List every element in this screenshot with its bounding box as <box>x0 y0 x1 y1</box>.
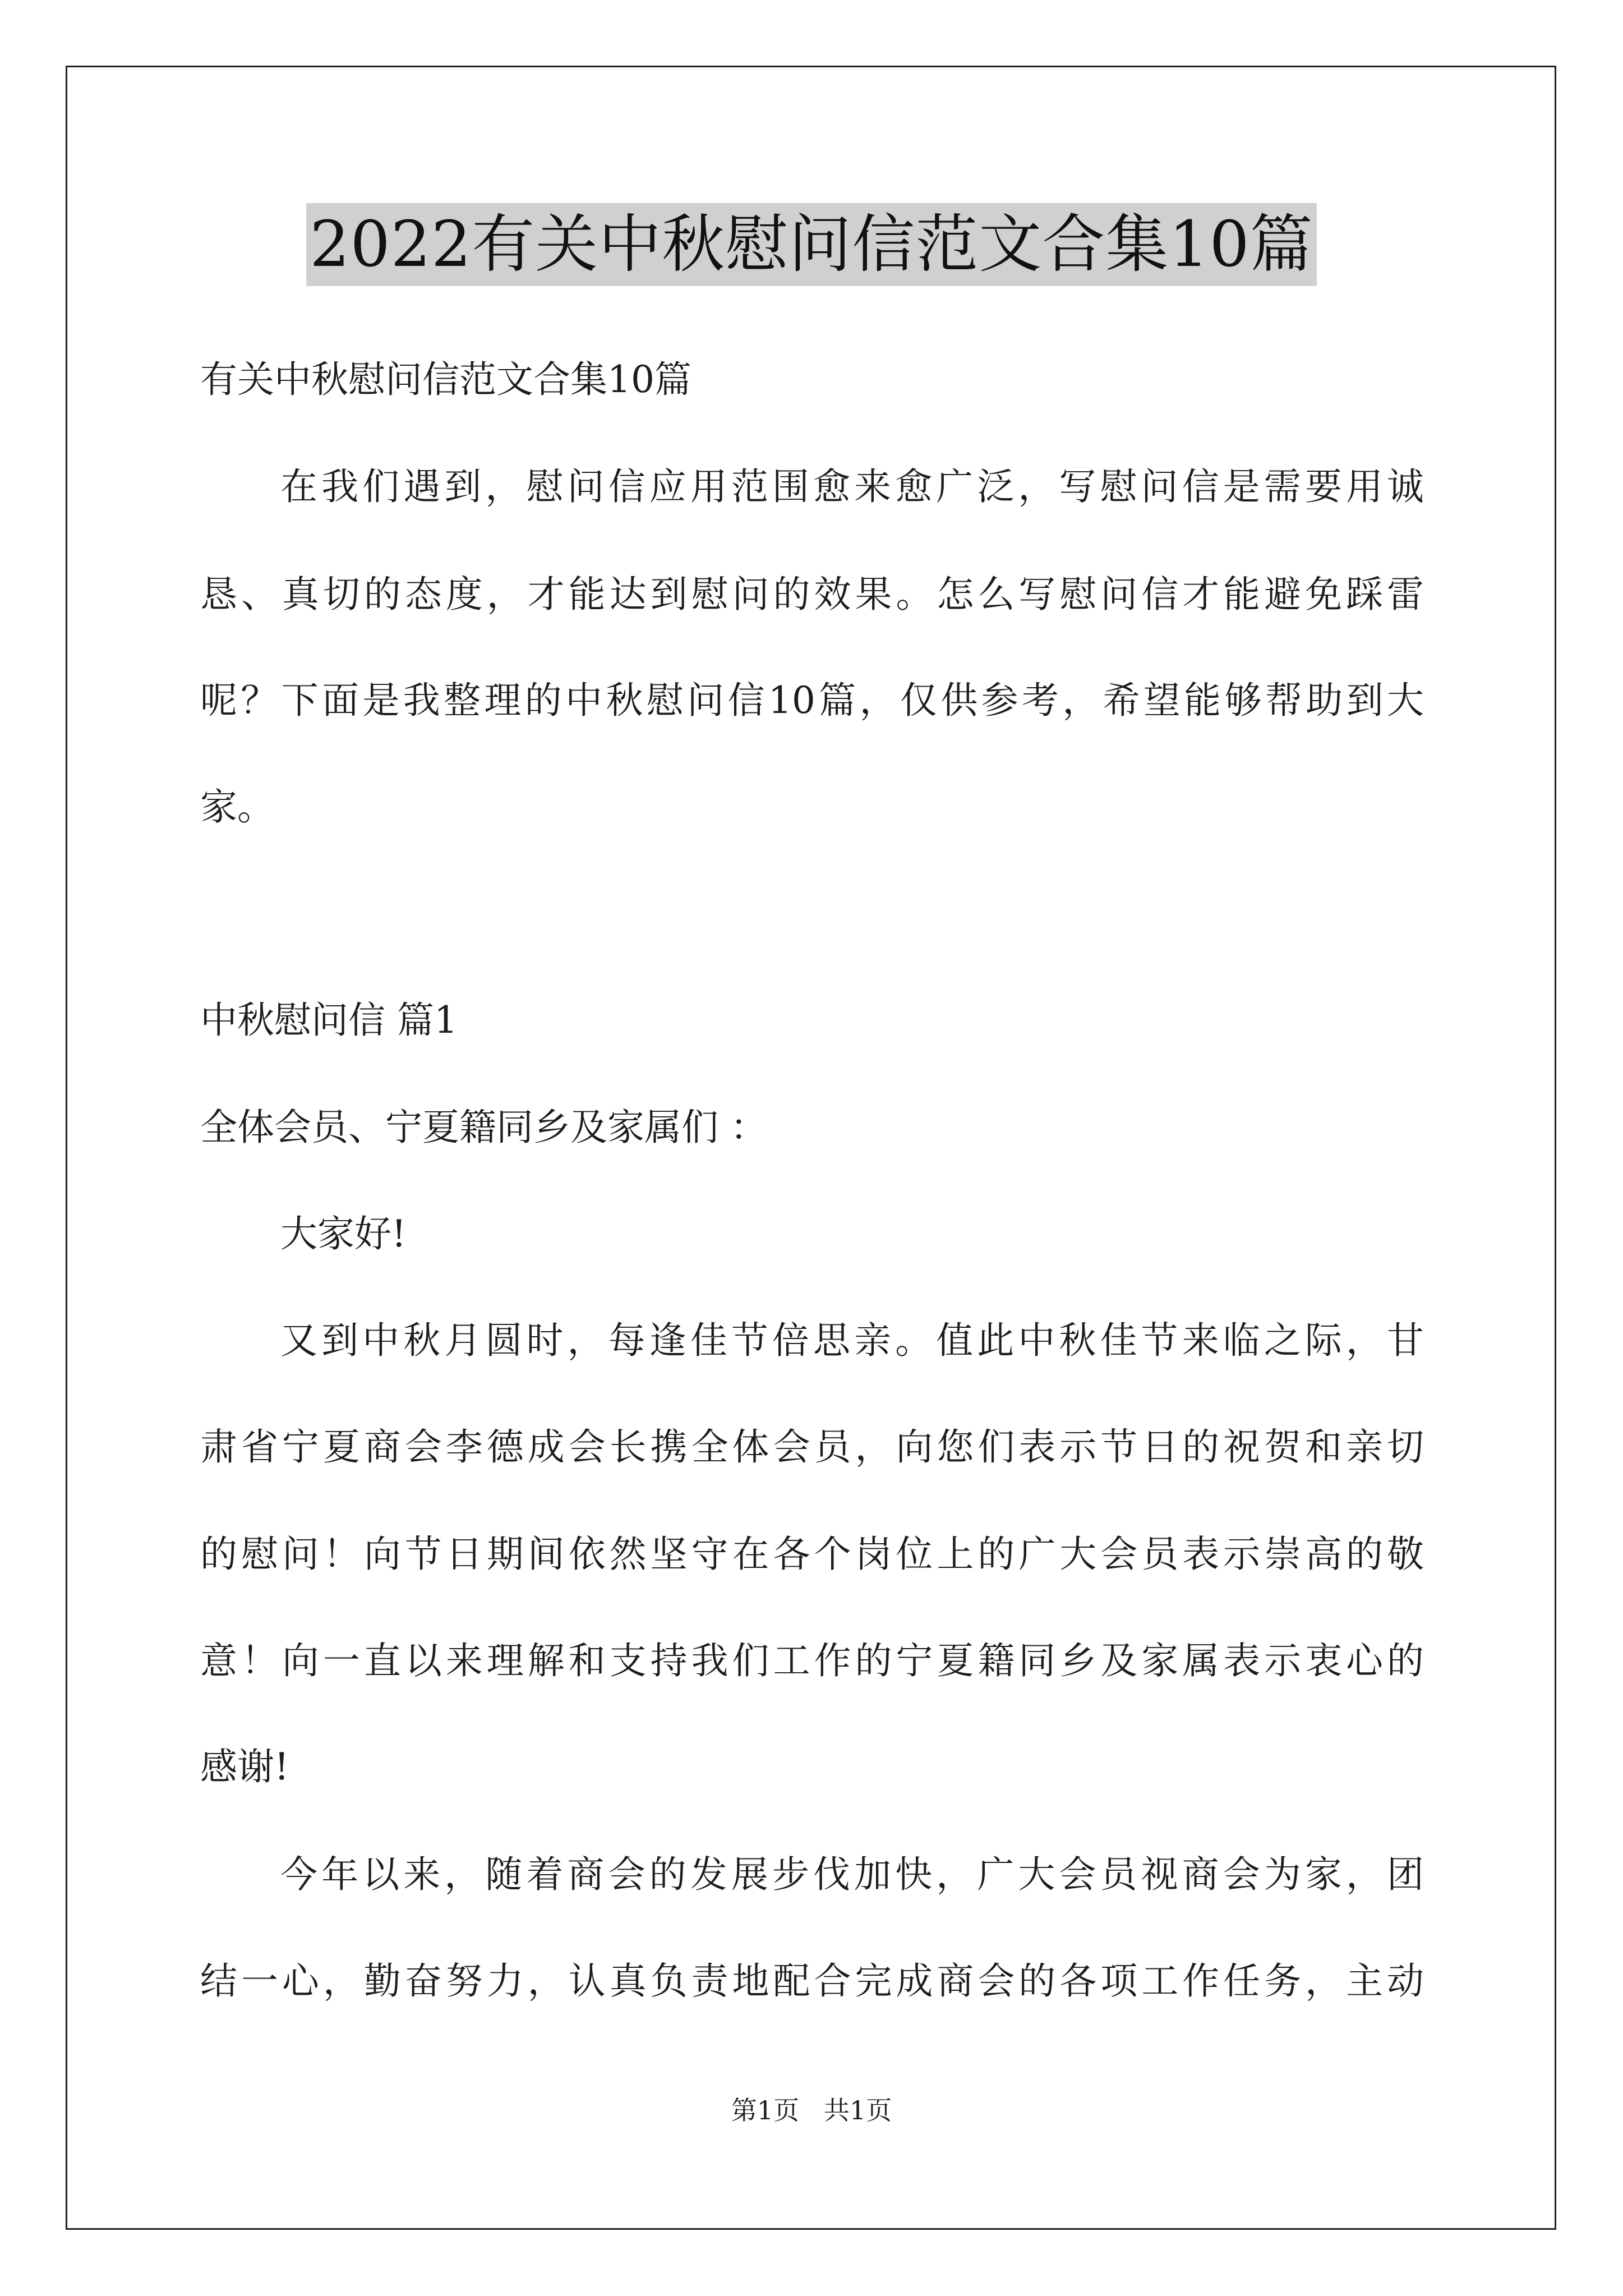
title-container <box>0 203 1623 286</box>
document-title: 2022有关中秋慰问信范文合集10篇 <box>306 203 1317 286</box>
document-subtitle: 有关中秋慰问信范文合集10篇 <box>200 358 691 401</box>
para2-line-2: 结一心，勤奋努力，认真负责地配合完成商会的各项工作任务，主动 <box>200 1959 1424 2003</box>
salutation: 全体会员、宁夏籍同乡及家属们 ： <box>200 1106 767 1149</box>
para1-line-2: 肃省宁夏商会李德成会长携全体会员，向您们表示节日的祝贺和亲切 <box>200 1425 1424 1469</box>
page-number-footer: 第1页 共1页 <box>731 2095 892 2125</box>
intro-line-4: 家。 <box>200 785 274 829</box>
para1-line-1: 又到中秋月圆时，每逢佳节倍思亲。值此中秋佳节来临之际，甘 <box>280 1319 1424 1362</box>
para1-line-5: 感谢! <box>200 1745 289 1788</box>
greeting: 大家好! <box>280 1212 407 1255</box>
intro-line-1: 在我们遇到，慰问信应用范围愈来愈广泛，写慰问信是需要用诚 <box>280 465 1424 508</box>
intro-line-3: 呢？下面是我整理的中秋慰问信10篇，仅供参考，希望能够帮助到大 <box>200 679 1424 722</box>
section-heading: 中秋慰问信 篇1 <box>200 999 458 1042</box>
para2-line-1: 今年以来，随着商会的发展步伐加快，广大会员视商会为家，团 <box>280 1853 1424 1896</box>
intro-line-2: 恳、真切的态度，才能达到慰问的效果。怎么写慰问信才能避免踩雷 <box>200 573 1424 616</box>
para1-line-4: 意！向一直以来理解和支持我们工作的宁夏籍同乡及家属表示衷心的 <box>200 1639 1424 1682</box>
para1-line-3: 的慰问！向节日期间依然坚守在各个岗位上的广大会员表示崇高的敬 <box>200 1533 1424 1576</box>
